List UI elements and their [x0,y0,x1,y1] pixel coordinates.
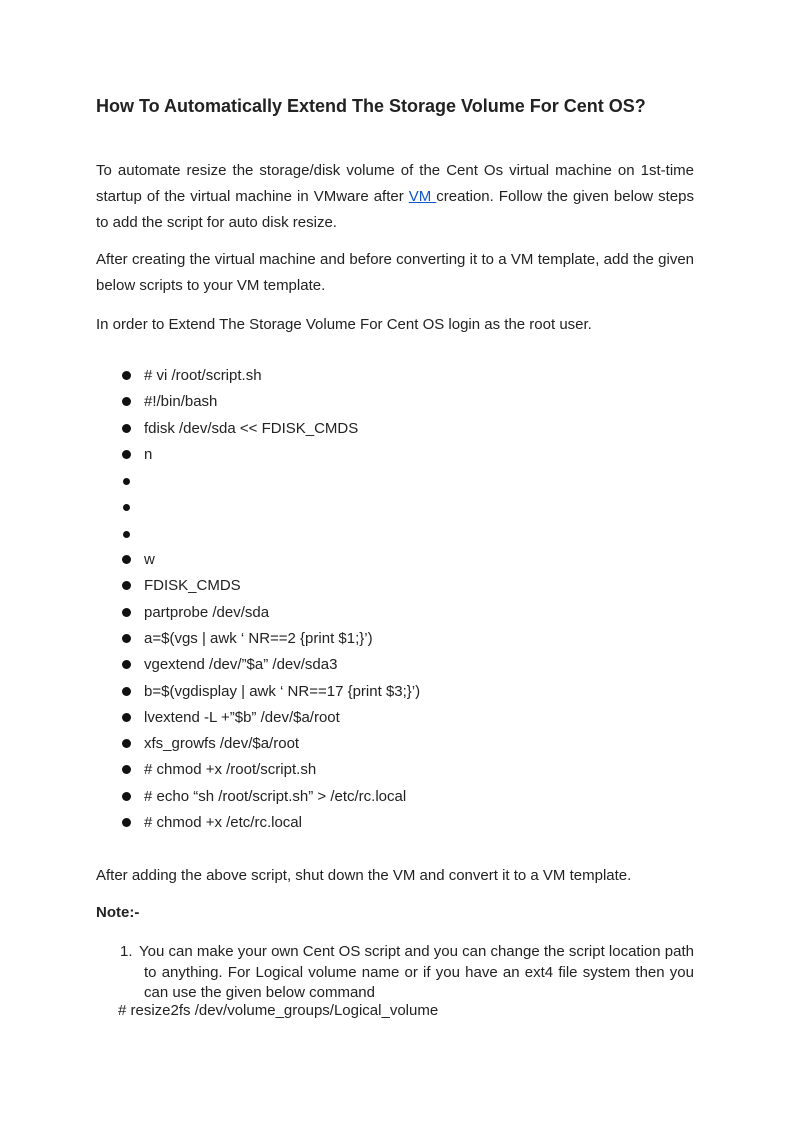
bullet-icon [122,765,131,774]
script-list [96,363,420,836]
bullet-icon [122,424,131,433]
bullet-icon [122,792,131,801]
bullet-icon [123,531,130,538]
bullet-icon [122,555,131,564]
list-item: # vi /root/script.sh [96,363,420,389]
bullet-icon [122,687,131,696]
note-label: Note:- [96,904,140,921]
resize-command: # resize2fs /dev/volume_groups/Logical_volume [118,1002,439,1019]
bullet-icon [122,818,131,827]
intro-paragraph [96,158,694,236]
note-list-item [120,942,694,1004]
list-item: # chmod +x /root/script.sh [96,757,420,783]
template-paragraph: After creating the virtual machine and before converting it to a VM template, add the given below scripts to your VM template. [96,251,694,294]
bullet-icon [123,504,130,511]
list-item: # chmod +x /etc/rc.local [96,810,420,836]
list-item [96,494,420,520]
list-item: fdisk /dev/sda << FDISK_CMDS [96,416,420,442]
bullet-icon [122,397,131,406]
bullet-icon [122,581,131,590]
list-number: 1. [120,943,133,960]
bullet-icon [122,608,131,617]
list-item [96,521,420,547]
login-paragraph: In order to Extend The Storage Volume For Cent OS login as the root user. [96,316,592,333]
bullet-icon [122,713,131,722]
bullet-icon [123,478,130,485]
bullet-icon [122,660,131,669]
list-item: #!/bin/bash [96,389,420,415]
bullet-icon [122,634,131,643]
note-item-text: You can make your own Cent OS script and you can change the script location path to anything. For Logical volume name or if you have an ext4 file system then you can use the given below command [139,943,694,1001]
intro-text-before-link: To automate resize the storage/disk volume of the Cent Os virtual machine on 1st-time startup of the virtual machine in VMware after [96,162,694,205]
list-item: FDISK_CMDS [96,573,420,599]
list-item: vgextend /dev/”$a” /dev/sda3 [96,652,420,678]
bullet-icon [122,450,131,459]
list-item: partprobe /dev/sda [96,600,420,626]
list-item: lvextend -L +”$b” /dev/$a/root [96,705,420,731]
list-item: w [96,547,420,573]
list-item: a=$(vgs | awk ‘ NR==2 {print $1;}’) [96,626,420,652]
bullet-icon [122,371,131,380]
vm-link[interactable]: VM [408,188,437,205]
bullet-icon [122,739,131,748]
after-script-paragraph: After adding the above script, shut down the VM and convert it to a VM template. [96,867,632,884]
intro-text-after-link: creation. Follow the given below steps to add the script for auto disk resize. [96,188,694,231]
list-item [96,468,420,494]
page-title: How To Automatically Extend The Storage Volume For Cent OS? [96,96,646,116]
list-item: xfs_growfs /dev/$a/root [96,731,420,757]
list-item: b=$(vgdisplay | awk ‘ NR==17 {print $3;}’) [96,679,420,705]
list-item: # echo “sh /root/script.sh” > /etc/rc.local [96,784,420,810]
list-item: n [96,442,420,468]
